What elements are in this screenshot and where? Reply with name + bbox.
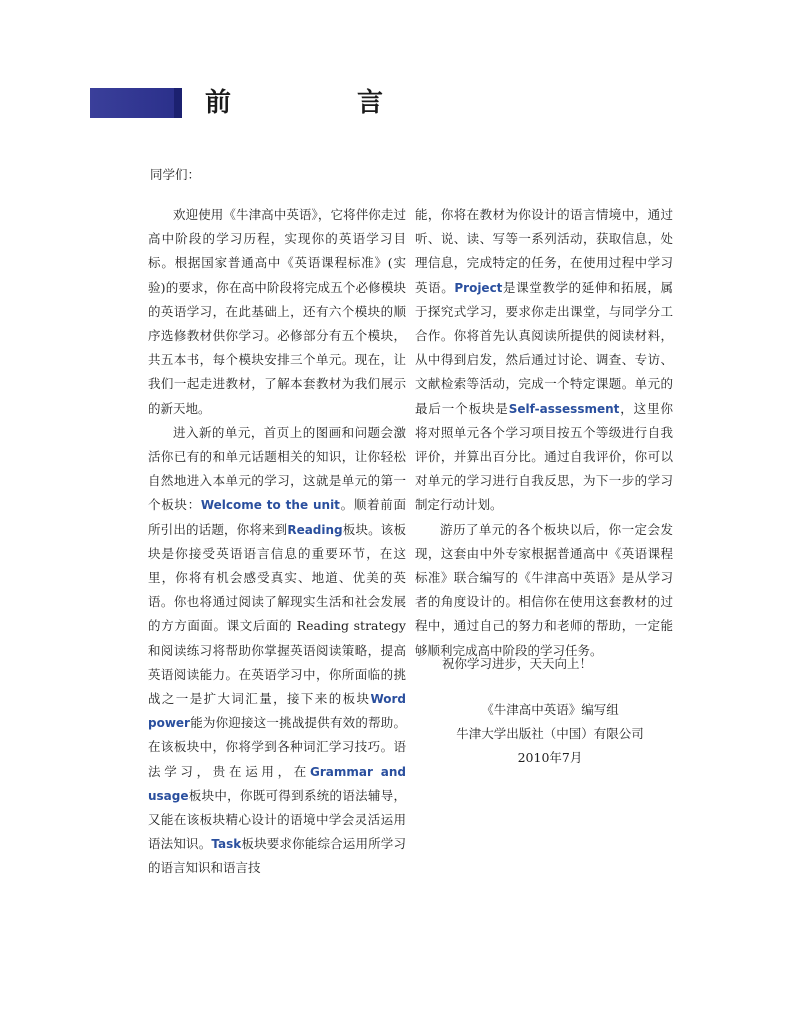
keyword-project: Project bbox=[454, 280, 503, 295]
text-span: 板块中，你既可得到系统的语法辅导，又能在该板块精心设计的语境中学会灵活运用语法知识。 bbox=[148, 787, 406, 852]
left-column bbox=[148, 203, 406, 881]
signature-group: 《牛津高中英语》编写组 bbox=[481, 702, 619, 717]
unit-paragraph bbox=[148, 421, 406, 881]
signature-block bbox=[435, 698, 665, 770]
right-column bbox=[415, 203, 673, 663]
closing-paragraph: 游历了单元的各个板块以后，你一定会发现，这套由中外专家根据普通高中《英语课程标准》联合编写的《牛津高中英语》是从学习者的角度设计的。相信你在使用这套教材的过程中，通过自己的努力和老师的帮助，一定能够顺利完成高中阶段的学习任务。 bbox=[415, 521, 673, 658]
text-span: 板块。该板块是你接受英语语言信息的重要环节，在这里，你将有机会感受真实、地道、优美的英语。你也将通过阅读了解现实生活和社会发展的方方面面。课文后面的 Reading strategy 和阅读练习将帮助你掌握英语阅读策略，提高英语阅读能力。在英语学习中，你所面临的挑战之一是扩大词汇量，接下来的板块 bbox=[148, 521, 406, 707]
wish-line: 祝你学习进步，天天向上！ bbox=[442, 656, 593, 671]
signature-date: 2010年7月 bbox=[517, 750, 583, 765]
greeting: 同学们： bbox=[150, 167, 201, 182]
continued-paragraph bbox=[415, 203, 673, 518]
header-accent-bar-edge bbox=[174, 88, 182, 118]
intro-paragraph: 欢迎使用《牛津高中英语》，它将伴你走过高中阶段的学习历程，实现你的英语学习目标。根据国家普通高中《英语课程标准》(实验)的要求，你在高中阶段将完成五个必修模块的英语学习，在此基础上，还有六个模块的顺序选修教材供你学习。必修部分有五个模块，共五本书，每个模块安排三个单元。现在，让我们一起走进教材，了解本套教材为我们展示的新天地。 bbox=[148, 207, 406, 416]
text-span: 能为你迎接这一挑战提供有效的帮助。在该板块中，你将学到各种词汇学习技巧。语法学习，贵在运用，在 bbox=[148, 715, 406, 779]
text-span: 板块要求你能综合运用所学习的语言知识和语言技 bbox=[148, 836, 406, 876]
text-span: 是课堂教学的延伸和拓展，属于探究式学习，要求你走出课堂，与同学分工合作。你将首先认真阅读所提供的阅读材料，从中得到启发，然后通过讨论、调查、专访、文献检索等活动，完成一个特定课题。单元的最后一个板块是 bbox=[415, 279, 673, 416]
keyword-welcome: Welcome to the unit bbox=[200, 498, 340, 513]
text-span: 进入新的单元，首页上的图画和问题会激活你已有的和单元话题相关的知识，让你轻松自然地进入本单元的学习，这就是单元的第一个板块： bbox=[148, 424, 406, 513]
text-span: 能，你将在教材为你设计的语言情境中，通过听、说、读、写等一系列活动，获取信息，处理信息，完成特定的任务，在使用过程中学习英语。 bbox=[415, 207, 673, 295]
signature-publisher: 牛津大学出版社（中国）有限公司 bbox=[456, 726, 644, 741]
keyword-grammar: Grammar and usage bbox=[148, 764, 406, 803]
keyword-self-assessment: Self-assessment bbox=[508, 401, 620, 416]
page-title: 前 言 bbox=[205, 88, 434, 118]
text-span: 。顺着前面所引出的话题，你将来到 bbox=[148, 497, 406, 537]
keyword-task: Task bbox=[211, 837, 242, 852]
keyword-reading: Reading bbox=[287, 522, 343, 537]
header-accent-bar bbox=[90, 88, 182, 118]
text-span: ，这里你将对照单元各个学习项目按五个等级进行自我评价，并算出百分比。通过自我评价，你可以对单元的学习进行自我反思，为下一步的学习制定行动计划。 bbox=[415, 400, 673, 513]
keyword-word-power: Word power bbox=[148, 692, 406, 731]
